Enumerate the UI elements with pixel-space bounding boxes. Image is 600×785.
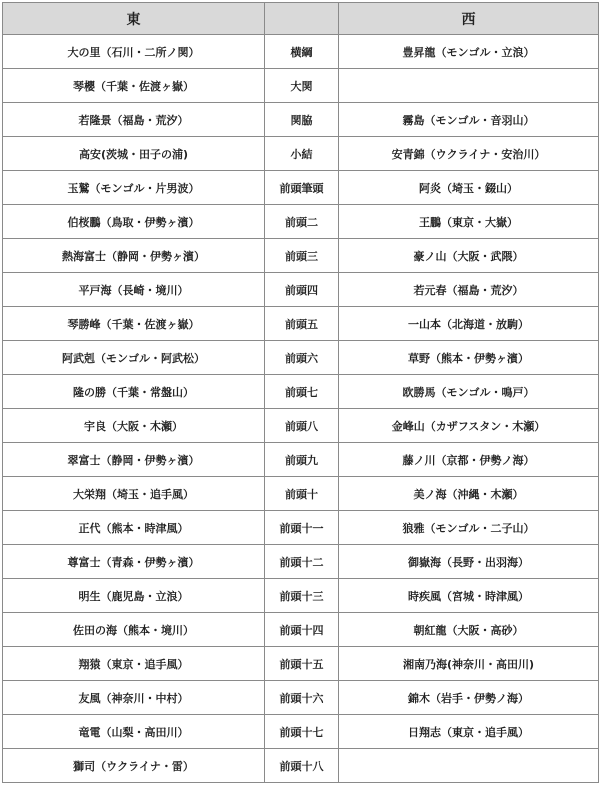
table-row xyxy=(3,341,599,375)
west-wrestler-cell: 錦木（岩手・伊勢ノ海） xyxy=(339,681,599,715)
rank-cell: 関脇 xyxy=(265,103,339,137)
east-wrestler-cell: 友風（神奈川・中村） xyxy=(3,681,265,715)
rank-cell: 小結 xyxy=(265,137,339,171)
east-wrestler-cell: 大の里（石川・二所ノ関） xyxy=(3,35,265,69)
rank-cell: 前頭十六 xyxy=(265,681,339,715)
east-wrestler-cell: 竜電（山梨・高田川） xyxy=(3,715,265,749)
west-wrestler-cell: 藤ノ川（京都・伊勢ノ海） xyxy=(339,443,599,477)
west-wrestler-cell: 美ノ海（沖縄・木瀬） xyxy=(339,477,599,511)
west-wrestler-cell: 阿炎（埼玉・錣山） xyxy=(339,171,599,205)
west-wrestler-cell: 欧勝馬（モンゴル・鳴戸） xyxy=(339,375,599,409)
east-wrestler-cell: 翔猿（東京・追手風） xyxy=(3,647,265,681)
rank-cell: 前頭十一 xyxy=(265,511,339,545)
table-row xyxy=(3,613,599,647)
west-wrestler-cell: 草野（熊本・伊勢ヶ濱） xyxy=(339,341,599,375)
rank-cell: 前頭六 xyxy=(265,341,339,375)
table-row xyxy=(3,273,599,307)
east-wrestler-cell: 明生（鹿児島・立浪） xyxy=(3,579,265,613)
header-west: 西 xyxy=(339,3,599,35)
rank-cell: 横綱 xyxy=(265,35,339,69)
rank-cell: 前頭筆頭 xyxy=(265,171,339,205)
east-wrestler-cell: 伯桜鵬（鳥取・伊勢ヶ濱） xyxy=(3,205,265,239)
header-east: 東 xyxy=(3,3,265,35)
table-row xyxy=(3,375,599,409)
east-wrestler-cell: 琴勝峰（千葉・佐渡ヶ嶽） xyxy=(3,307,265,341)
rank-cell: 前頭八 xyxy=(265,409,339,443)
table-row xyxy=(3,681,599,715)
banzuke-table xyxy=(2,2,599,783)
rank-cell: 前頭七 xyxy=(265,375,339,409)
rank-cell: 前頭四 xyxy=(265,273,339,307)
table-row xyxy=(3,69,599,103)
west-wrestler-cell xyxy=(339,749,599,783)
table-row xyxy=(3,307,599,341)
west-wrestler-cell: 若元春（福島・荒汐） xyxy=(339,273,599,307)
west-wrestler-cell: 豊昇龍（モンゴル・立浪） xyxy=(339,35,599,69)
table-row xyxy=(3,477,599,511)
west-wrestler-cell: 湘南乃海(神奈川・高田川) xyxy=(339,647,599,681)
west-wrestler-cell: 時疾風（宮城・時津風） xyxy=(339,579,599,613)
table-row xyxy=(3,137,599,171)
rank-cell: 前頭十七 xyxy=(265,715,339,749)
rank-cell: 前頭十四 xyxy=(265,613,339,647)
rank-cell: 前頭十 xyxy=(265,477,339,511)
table-row xyxy=(3,239,599,273)
rank-cell: 前頭十五 xyxy=(265,647,339,681)
west-wrestler-cell: 金峰山（カザフスタン・木瀬） xyxy=(339,409,599,443)
east-wrestler-cell: 隆の勝（千葉・常盤山） xyxy=(3,375,265,409)
west-wrestler-cell: 安青錦（ウクライナ・安治川） xyxy=(339,137,599,171)
table-row xyxy=(3,715,599,749)
west-wrestler-cell: 朝紅龍（大阪・高砂） xyxy=(339,613,599,647)
east-wrestler-cell: 獅司（ウクライナ・雷） xyxy=(3,749,265,783)
east-wrestler-cell: 琴櫻（千葉・佐渡ヶ嶽） xyxy=(3,69,265,103)
table-row xyxy=(3,171,599,205)
east-wrestler-cell: 佐田の海（熊本・境川） xyxy=(3,613,265,647)
west-wrestler-cell xyxy=(339,69,599,103)
west-wrestler-cell: 御嶽海（長野・出羽海） xyxy=(339,545,599,579)
east-wrestler-cell: 平戸海（長崎・境川） xyxy=(3,273,265,307)
table-row xyxy=(3,443,599,477)
rank-cell: 前頭十三 xyxy=(265,579,339,613)
table-row xyxy=(3,647,599,681)
rank-cell: 前頭十八 xyxy=(265,749,339,783)
table-row xyxy=(3,511,599,545)
table-row xyxy=(3,409,599,443)
west-wrestler-cell: 豪ノ山（大阪・武隈） xyxy=(339,239,599,273)
east-wrestler-cell: 翠富士（静岡・伊勢ヶ濱） xyxy=(3,443,265,477)
east-wrestler-cell: 高安(茨城・田子の浦) xyxy=(3,137,265,171)
table-row xyxy=(3,749,599,783)
east-wrestler-cell: 正代（熊本・時津風） xyxy=(3,511,265,545)
rank-cell: 前頭五 xyxy=(265,307,339,341)
table-row xyxy=(3,103,599,137)
table-row xyxy=(3,579,599,613)
east-wrestler-cell: 玉鷲（モンゴル・片男波） xyxy=(3,171,265,205)
west-wrestler-cell: 王鵬（東京・大嶽） xyxy=(339,205,599,239)
west-wrestler-cell: 一山本（北海道・放駒） xyxy=(339,307,599,341)
east-wrestler-cell: 阿武剋（モンゴル・阿武松） xyxy=(3,341,265,375)
table-row xyxy=(3,205,599,239)
header-rank xyxy=(265,3,339,35)
rank-cell: 前頭九 xyxy=(265,443,339,477)
west-wrestler-cell: 日翔志（東京・追手風） xyxy=(339,715,599,749)
west-wrestler-cell: 狼雅（モンゴル・二子山） xyxy=(339,511,599,545)
rank-cell: 大関 xyxy=(265,69,339,103)
header-row xyxy=(3,3,599,35)
east-wrestler-cell: 尊富士（青森・伊勢ヶ濱） xyxy=(3,545,265,579)
west-wrestler-cell: 霧島（モンゴル・音羽山） xyxy=(339,103,599,137)
table-row xyxy=(3,545,599,579)
rank-cell: 前頭十二 xyxy=(265,545,339,579)
east-wrestler-cell: 大栄翔（埼玉・追手風） xyxy=(3,477,265,511)
east-wrestler-cell: 熱海富士（静岡・伊勢ヶ濱） xyxy=(3,239,265,273)
east-wrestler-cell: 宇良（大阪・木瀬） xyxy=(3,409,265,443)
table-row xyxy=(3,35,599,69)
rank-cell: 前頭三 xyxy=(265,239,339,273)
rank-cell: 前頭二 xyxy=(265,205,339,239)
east-wrestler-cell: 若隆景（福島・荒汐） xyxy=(3,103,265,137)
